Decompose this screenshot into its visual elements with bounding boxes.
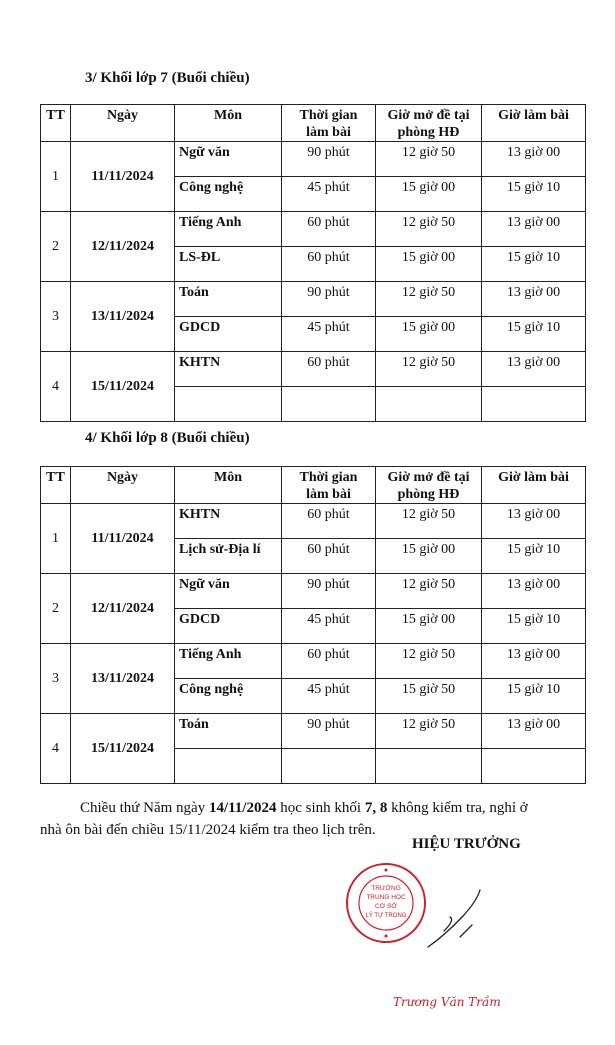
school-seal: [345, 862, 427, 944]
cell-subject: Công nghệ: [175, 177, 282, 212]
table-header-row: [41, 105, 586, 142]
cell-exam-time: 15 giờ 10: [482, 679, 586, 714]
cell-duration: 60 phút: [282, 352, 376, 387]
cell-subject: GDCD: [175, 317, 282, 352]
cell-open-time: 12 giờ 50: [376, 212, 482, 247]
cell-subject: [175, 387, 282, 422]
cell-exam-time: 13 giờ 00: [482, 714, 586, 749]
cell-open-time: 15 giờ 00: [376, 609, 482, 644]
cell-exam-time: 15 giờ 10: [482, 177, 586, 212]
notice-paragraph: [40, 797, 615, 841]
cell-duration: 90 phút: [282, 282, 376, 317]
cell-exam-time: 13 giờ 00: [482, 574, 586, 609]
seal-line-1: TRƯỜNG: [371, 885, 401, 892]
cell-tt: 3: [41, 282, 71, 352]
seal-line-3: CƠ SỞ: [375, 903, 397, 910]
header-day: Ngày: [71, 105, 175, 142]
cell-subject: Toán: [175, 282, 282, 317]
cell-duration: 90 phút: [282, 714, 376, 749]
cell-duration: 45 phút: [282, 317, 376, 352]
table-row: [41, 282, 586, 317]
handwritten-signature: [420, 885, 500, 960]
cell-open-time: 12 giờ 50: [376, 142, 482, 177]
cell-date: 11/11/2024: [71, 142, 175, 212]
table-row: [41, 574, 586, 609]
cell-open-time: [376, 387, 482, 422]
section4-table: [40, 466, 586, 784]
cell-open-time: 12 giờ 50: [376, 282, 482, 317]
cell-subject: Ngữ văn: [175, 142, 282, 177]
header-subject: Môn: [175, 105, 282, 142]
header-open-time: Giờ mở đề tại phòng HĐ: [376, 105, 482, 142]
table-row: [41, 142, 586, 177]
cell-subject: LS-ĐL: [175, 247, 282, 282]
cell-open-time: 12 giờ 50: [376, 574, 482, 609]
cell-subject: Ngữ văn: [175, 574, 282, 609]
section3-title: 3/ Khối lớp 7 (Buổi chiều): [85, 70, 250, 86]
cell-exam-time: 13 giờ 00: [482, 644, 586, 679]
table-header-row: [41, 467, 586, 504]
cell-open-time: 15 giờ 00: [376, 247, 482, 282]
cell-open-time: 12 giờ 50: [376, 644, 482, 679]
cell-open-time: 12 giờ 50: [376, 714, 482, 749]
cell-subject: [175, 749, 282, 784]
cell-open-time: 15 giờ 50: [376, 679, 482, 714]
cell-date: 15/11/2024: [71, 714, 175, 784]
cell-subject: Tiếng Anh: [175, 644, 282, 679]
cell-open-time: 12 giờ 50: [376, 352, 482, 387]
signer-name: Trương Văn Trầm: [393, 995, 501, 1009]
cell-date: 12/11/2024: [71, 212, 175, 282]
cell-subject: Lịch sử-Địa lí: [175, 539, 282, 574]
cell-subject: KHTN: [175, 504, 282, 539]
section3-table: [40, 104, 586, 422]
cell-duration: 60 phút: [282, 644, 376, 679]
table-row: [41, 352, 586, 387]
cell-tt: 1: [41, 142, 71, 212]
section4-title: 4/ Khối lớp 8 (Buổi chiều): [85, 430, 250, 446]
cell-duration: 90 phút: [282, 574, 376, 609]
cell-tt: 3: [41, 644, 71, 714]
cell-subject: KHTN: [175, 352, 282, 387]
seal-line-2: TRUNG HỌC: [366, 894, 406, 901]
cell-open-time: 12 giờ 50: [376, 504, 482, 539]
cell-duration: 60 phút: [282, 212, 376, 247]
header-tt: TT: [41, 105, 71, 142]
cell-open-time: 15 giờ 00: [376, 317, 482, 352]
cell-duration: [282, 749, 376, 784]
header-tt: TT: [41, 467, 71, 504]
cell-duration: 45 phút: [282, 177, 376, 212]
cell-exam-time: 13 giờ 00: [482, 282, 586, 317]
cell-date: 11/11/2024: [71, 504, 175, 574]
cell-date: 15/11/2024: [71, 352, 175, 422]
cell-exam-time: 15 giờ 10: [482, 539, 586, 574]
cell-tt: 4: [41, 714, 71, 784]
header-exam-time: Giờ làm bài: [482, 467, 586, 504]
cell-subject: Toán: [175, 714, 282, 749]
notice-line-1: Chiều thứ Năm ngày 14/11/2024 học sinh khối 7, 8 không kiểm tra, nghỉ ở: [80, 800, 528, 816]
cell-duration: [282, 387, 376, 422]
cell-open-time: [376, 749, 482, 784]
cell-exam-time: [482, 749, 586, 784]
cell-exam-time: 15 giờ 10: [482, 317, 586, 352]
header-open-time: Giờ mở đề tại phòng HĐ: [376, 467, 482, 504]
cell-tt: 1: [41, 504, 71, 574]
cell-open-time: 15 giờ 00: [376, 177, 482, 212]
cell-exam-time: [482, 387, 586, 422]
cell-exam-time: 15 giờ 10: [482, 609, 586, 644]
cell-duration: 45 phút: [282, 609, 376, 644]
header-subject: Môn: [175, 467, 282, 504]
cell-exam-time: 13 giờ 00: [482, 352, 586, 387]
cell-duration: 45 phút: [282, 679, 376, 714]
cell-duration: 90 phút: [282, 142, 376, 177]
cell-duration: 60 phút: [282, 504, 376, 539]
cell-exam-time: 15 giờ 10: [482, 247, 586, 282]
header-exam-time: Giờ làm bài: [482, 105, 586, 142]
table-row: [41, 714, 586, 749]
cell-subject: Công nghệ: [175, 679, 282, 714]
cell-exam-time: 13 giờ 00: [482, 504, 586, 539]
header-day: Ngày: [71, 467, 175, 504]
cell-subject: Tiếng Anh: [175, 212, 282, 247]
table-row: [41, 644, 586, 679]
cell-subject: GDCD: [175, 609, 282, 644]
cell-date: 13/11/2024: [71, 282, 175, 352]
table-row: [41, 504, 586, 539]
header-duration: Thời gian làm bài: [282, 467, 376, 504]
cell-exam-time: 13 giờ 00: [482, 212, 586, 247]
cell-tt: 4: [41, 352, 71, 422]
cell-duration: 60 phút: [282, 539, 376, 574]
seal-line-4: LÝ TỰ TRỌNG: [365, 913, 407, 919]
cell-duration: 60 phút: [282, 247, 376, 282]
cell-tt: 2: [41, 574, 71, 644]
header-duration: Thời gian làm bài: [282, 105, 376, 142]
cell-exam-time: 13 giờ 00: [482, 142, 586, 177]
notice-line-2: nhà ôn bài đến chiều 15/11/2024 kiểm tra theo lịch trên.: [40, 822, 376, 838]
cell-date: 13/11/2024: [71, 644, 175, 714]
cell-date: 12/11/2024: [71, 574, 175, 644]
table-row: [41, 212, 586, 247]
cell-tt: 2: [41, 212, 71, 282]
cell-open-time: 15 giờ 00: [376, 539, 482, 574]
principal-title: HIỆU TRƯỞNG: [412, 836, 521, 852]
